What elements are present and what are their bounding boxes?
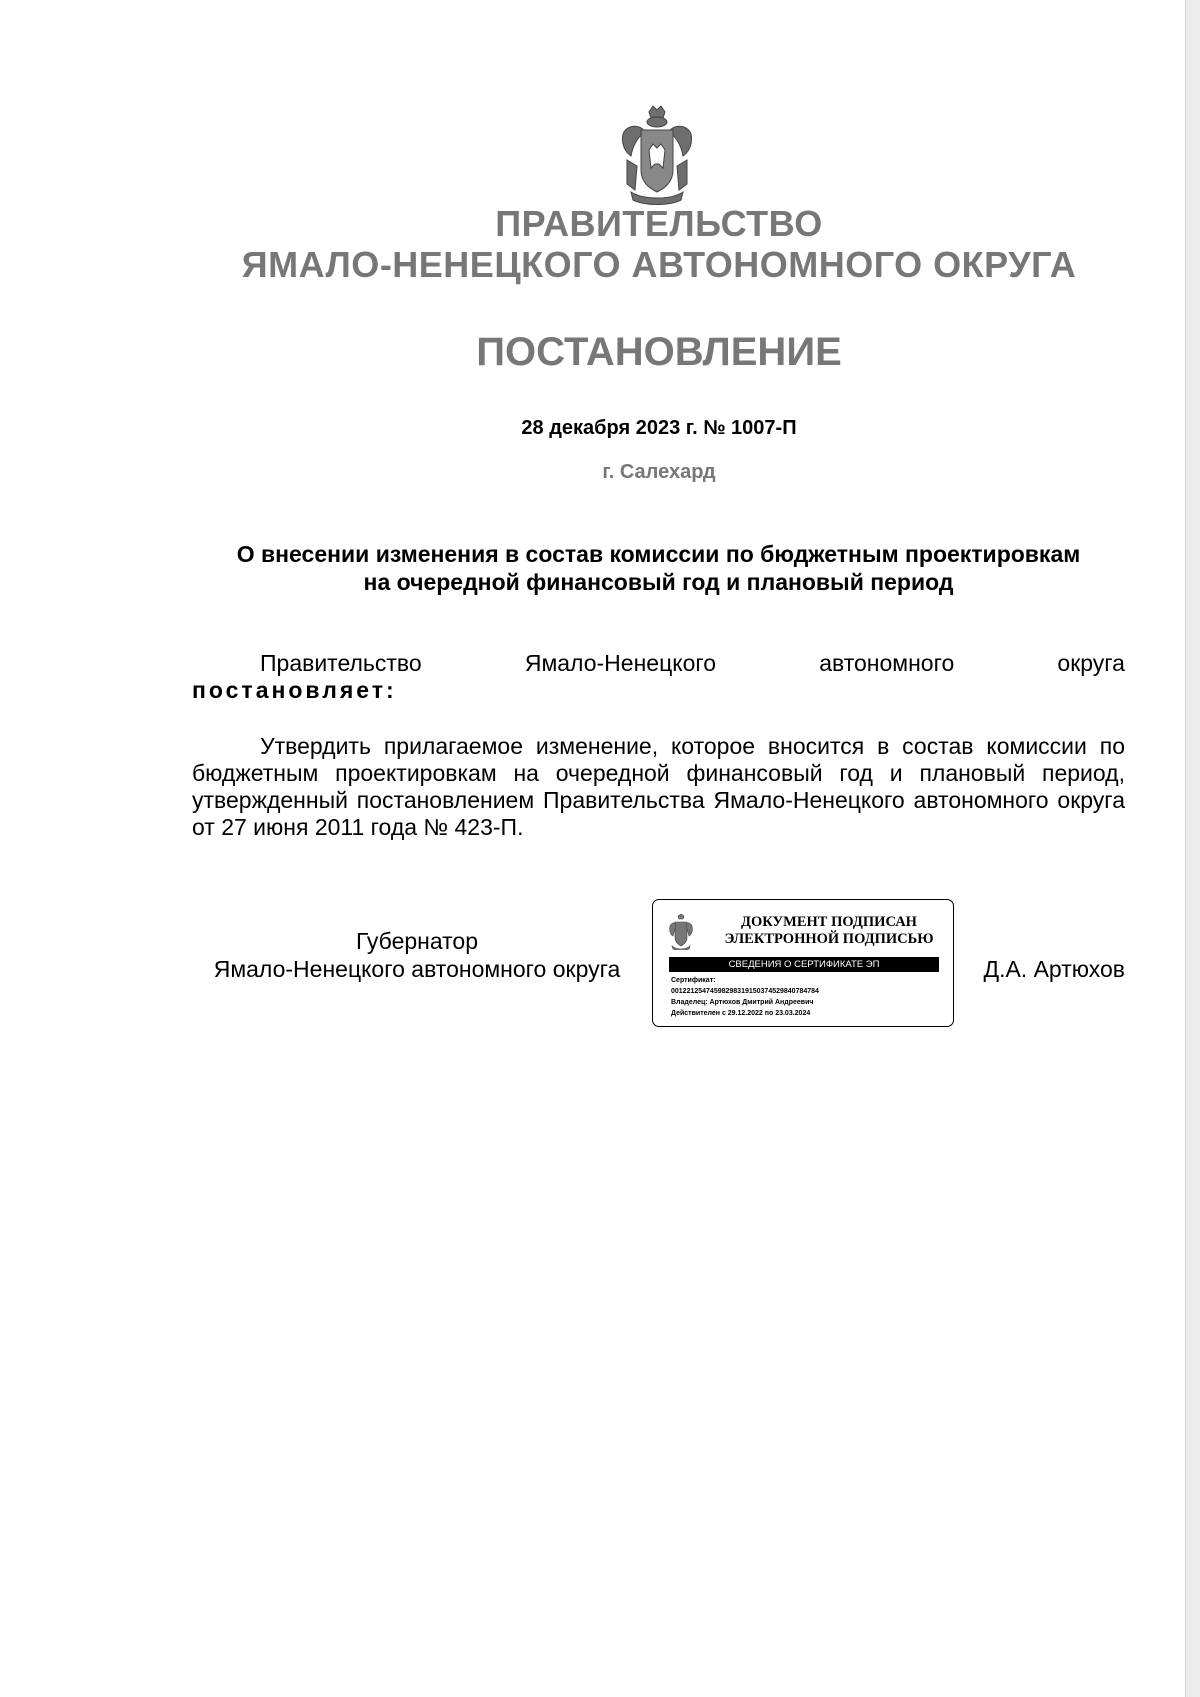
decree-verb: постановляет: bbox=[192, 677, 397, 703]
stamp-details bbox=[671, 975, 951, 1019]
document-city: г. Салехард bbox=[602, 461, 716, 483]
electronic-signature-stamp bbox=[652, 899, 954, 1027]
signatory-position bbox=[192, 927, 642, 983]
stamp-valid: Действителен с 29.12.2022 по 23.03.2024 bbox=[671, 1010, 811, 1017]
stamp-certificate-bar: СВЕДЕНИЯ О СЕРТИФИКАТЕ ЭП bbox=[669, 957, 939, 972]
signatory-name: Д.А. Артюхов bbox=[983, 956, 1125, 982]
coat-of-arms-icon bbox=[619, 104, 695, 206]
signatory-position-line1: Губернатор bbox=[355, 928, 479, 954]
decree-word-2: Ямало-Ненецкого bbox=[524, 650, 717, 676]
stamp-cert-label: Сертификат: bbox=[671, 977, 716, 984]
decree-word-3: автономного bbox=[819, 650, 955, 676]
document-type: ПОСТАНОВЛЕНИЕ bbox=[476, 330, 842, 374]
body-paragraph: Утвердить прилагаемое изменение, которое вносится в состав комиссии по бюджетным проектировкам на очередной финансовый год и плановый период, утвержденный постановлением Правительства Ямало-Ненецкого автономного округа от 27 июня 2011 года № 423-П. bbox=[192, 733, 1125, 840]
government-title-line2: ЯМАЛО-НЕНЕЦКОГО АВТОНОМНОГО ОКРУГА bbox=[241, 244, 1077, 285]
signatory-position-line2: Ямало-Ненецкого автономного округа bbox=[213, 956, 621, 982]
subject-line1: О внесении изменения в состав комиссии по бюджетным проектировкам bbox=[236, 541, 1081, 567]
stamp-title-line1: ДОКУМЕНТ ПОДПИСАН bbox=[741, 914, 917, 930]
document-subject bbox=[192, 540, 1125, 596]
decree-paragraph bbox=[192, 650, 1125, 704]
stamp-title-line2: ЭЛЕКТРОННОЙ ПОДПИСЬЮ bbox=[724, 931, 934, 947]
decree-word-1: Правительство bbox=[260, 650, 422, 676]
stamp-emblem-icon bbox=[669, 914, 693, 950]
document-date-number: 28 декабря 2023 г. № 1007-П bbox=[521, 417, 797, 439]
stamp-cert-value: 00122125474598298319150374529840784784 bbox=[671, 988, 819, 995]
stamp-title bbox=[711, 914, 947, 948]
subject-line2: на очередной финансовый год и плановый период bbox=[363, 569, 954, 595]
decree-word-4: округа bbox=[1057, 650, 1125, 676]
stamp-owner: Владелец: Артюхов Дмитрий Андреевич bbox=[671, 999, 814, 1006]
government-title-line1: ПРАВИТЕЛЬСТВО bbox=[495, 203, 823, 244]
